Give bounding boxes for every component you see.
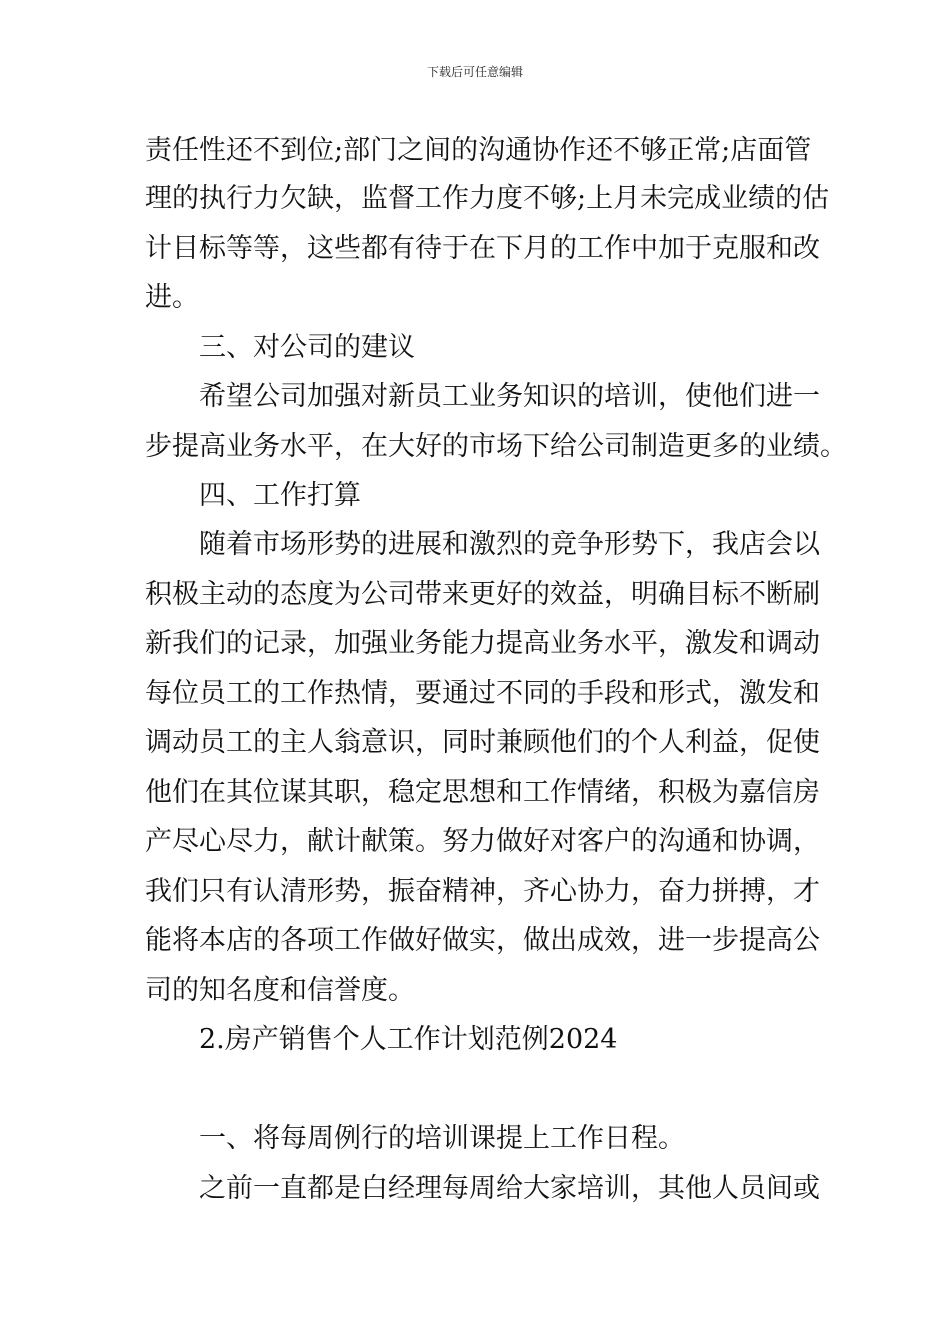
text-line: 进。 bbox=[145, 282, 199, 313]
text-line: 希望公司加强对新员工业务知识的培训，使他们进一 bbox=[199, 381, 820, 412]
page-header: 下载后可任意编辑 bbox=[426, 65, 523, 79]
section-heading: 四、工作打算 bbox=[199, 480, 361, 511]
text-line: 责任性还不到位;部门之间的沟通协作还不够正常;店面管 bbox=[145, 135, 812, 166]
text-line: 计目标等等，这些都有待于在下月的工作中加于克服和改 bbox=[145, 233, 820, 264]
text-line: 步提高业务水平，在大好的市场下给公司制造更多的业绩。 bbox=[145, 431, 847, 462]
text-line: 产尽心尽力，献计献策。努力做好对客户的沟通和协调， bbox=[145, 826, 820, 857]
text-line: 我们只有认清形势，振奋精神，齐心协力，奋力拼搏，才 bbox=[145, 876, 820, 907]
text-line: 每位员工的工作热情，要通过不同的手段和形式，激发和 bbox=[145, 678, 820, 709]
section-heading: 三、对公司的建议 bbox=[199, 332, 415, 363]
text-line: 新我们的记录，加强业务能力提高业务水平，激发和调动 bbox=[145, 628, 820, 659]
text-line: 理的执行力欠缺，监督工作力度不够;上月未完成业绩的估 bbox=[145, 183, 830, 214]
text-line: 随着市场形势的进展和激烈的竞争形势下，我店会以 bbox=[199, 529, 820, 560]
text-line: 之前一直都是白经理每周给大家培训，其他人员间或 bbox=[199, 1173, 820, 1204]
section-heading: 2.房产销售个人工作计划范例2024 bbox=[199, 1024, 618, 1055]
text-line: 积极主动的态度为公司带来更好的效益，明确目标不断刷 bbox=[145, 579, 820, 610]
text-line: 能将本店的各项工作做好做实，做出成效，进一步提高公 bbox=[145, 925, 820, 956]
section-heading: 一、将每周例行的培训课提上工作日程。 bbox=[199, 1123, 685, 1154]
text-line: 司的知名度和信誉度。 bbox=[145, 975, 415, 1006]
text-line: 调动员工的主人翁意识，同时兼顾他们的个人利益，促使 bbox=[145, 727, 820, 758]
text-line: 他们在其位谋其职，稳定思想和工作情绪，积极为嘉信房 bbox=[145, 777, 820, 808]
